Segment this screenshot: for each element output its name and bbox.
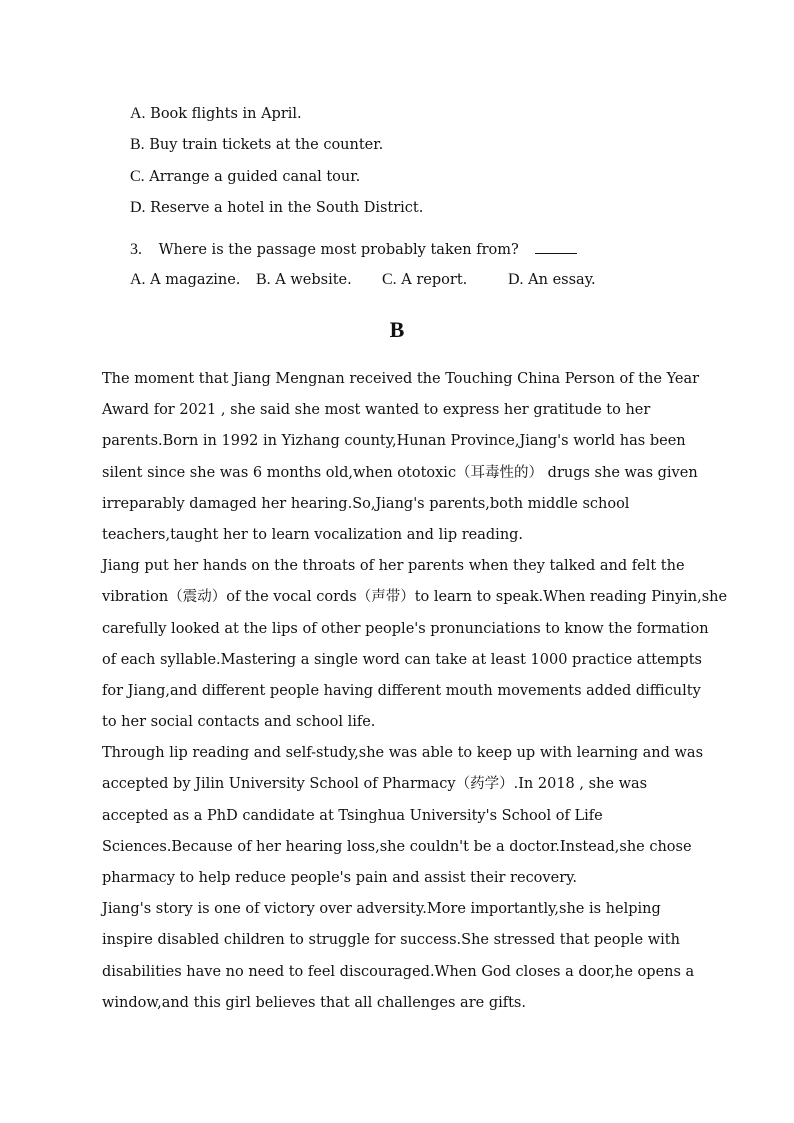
section-heading: B: [389, 317, 405, 342]
passage-line: teachers,taught her to learn vocalization and lip reading.: [102, 526, 524, 543]
option-text: Buy train tickets at the counter.: [144, 137, 384, 154]
passage-line: Through lip reading and self-study,she was able to keep up with learning and was: [102, 745, 704, 762]
option-text: Arrange a guided canal tour.: [144, 168, 361, 185]
passage-line: Award for 2021 , she said she most wanted to express her gratitude to her: [102, 402, 651, 419]
passage-line: The moment that Jiang Mengnan received the Touching China Person of the Year: [102, 371, 700, 387]
passage-line: silent since she was 6 months old,when ototoxic（耳毒性的） drugs she was given: [102, 464, 698, 481]
answer-options-q3: [130, 267, 690, 293]
question-3: [130, 237, 690, 263]
passage-line: carefully looked at the lips of other people's pronunciations to know the formation: [102, 620, 709, 637]
option-letter: A.: [130, 105, 146, 122]
option-a: [130, 98, 690, 129]
choice-letter: B.: [256, 271, 271, 288]
passage-line: disabilities have no need to feel discouraged.When God closes a door,he opens a: [102, 963, 695, 980]
option-b: [130, 129, 690, 160]
passage-line: vibration（震动）of the vocal cords（声带）to learn to speak.When reading Pinyin,she: [102, 589, 728, 606]
passage-line: for Jiang,and different people having different mouth movements added difficulty: [102, 682, 701, 699]
choice-letter: C.: [382, 271, 397, 288]
choice-letter: D.: [508, 271, 524, 288]
choice-letter: A.: [130, 271, 146, 288]
answer-blank: [535, 239, 577, 254]
choice-d: [508, 267, 596, 293]
option-letter: D.: [130, 198, 146, 216]
passage-line: accepted as a PhD candidate at Tsinghua University's School of Life: [102, 807, 603, 824]
passage-body: [102, 364, 728, 1019]
passage-line: parents.Born in 1992 in Yizhang county,Hunan Province,Jiang's world has been: [102, 433, 686, 450]
option-c: [130, 161, 690, 192]
choice-c: [382, 267, 508, 293]
choice-text: A magazine.: [145, 272, 241, 288]
passage-line: Jiang's story is one of victory over adversity.More importantly,she is helping: [102, 901, 661, 918]
choice-text: A website.: [270, 272, 352, 288]
passage-line: pharmacy to help reduce people's pain and assist their recovery.: [102, 870, 577, 886]
option-letter: C.: [130, 167, 145, 185]
option-letter: B.: [130, 136, 145, 154]
choice-a: [130, 267, 256, 293]
answer-options-q2: [130, 98, 690, 223]
passage-line: inspire disabled children to struggle for success.She stressed that people with: [102, 932, 680, 949]
question-text: Where is the passage most probably taken from?: [158, 242, 519, 258]
passage-line: window,and this girl believes that all challenges are gifts.: [102, 994, 526, 1011]
question-number: 3.: [130, 241, 142, 258]
choice-text: A report.: [396, 272, 468, 288]
choice-text: An essay.: [523, 272, 596, 288]
option-d: [130, 192, 690, 223]
option-text: Book flights in April.: [145, 106, 302, 122]
passage-line: to her social contacts and school life.: [102, 714, 376, 731]
passage-line: accepted by Jilin University School of Pharmacy（药学）.In 2018 , she was: [102, 776, 648, 793]
passage-line: Jiang put her hands on the throats of her parents when they talked and felt the: [102, 558, 685, 575]
passage-line: Sciences.Because of her hearing loss,she couldn't be a doctor.Instead,she chose: [102, 838, 692, 855]
option-text: Reserve a hotel in the South District.: [145, 199, 424, 216]
choice-b: [256, 267, 382, 293]
passage-line: of each syllable.Mastering a single word can take at least 1000 practice attempts: [102, 651, 702, 668]
passage-line: irreparably damaged her hearing.So,Jiang's parents,both middle school: [102, 495, 630, 512]
